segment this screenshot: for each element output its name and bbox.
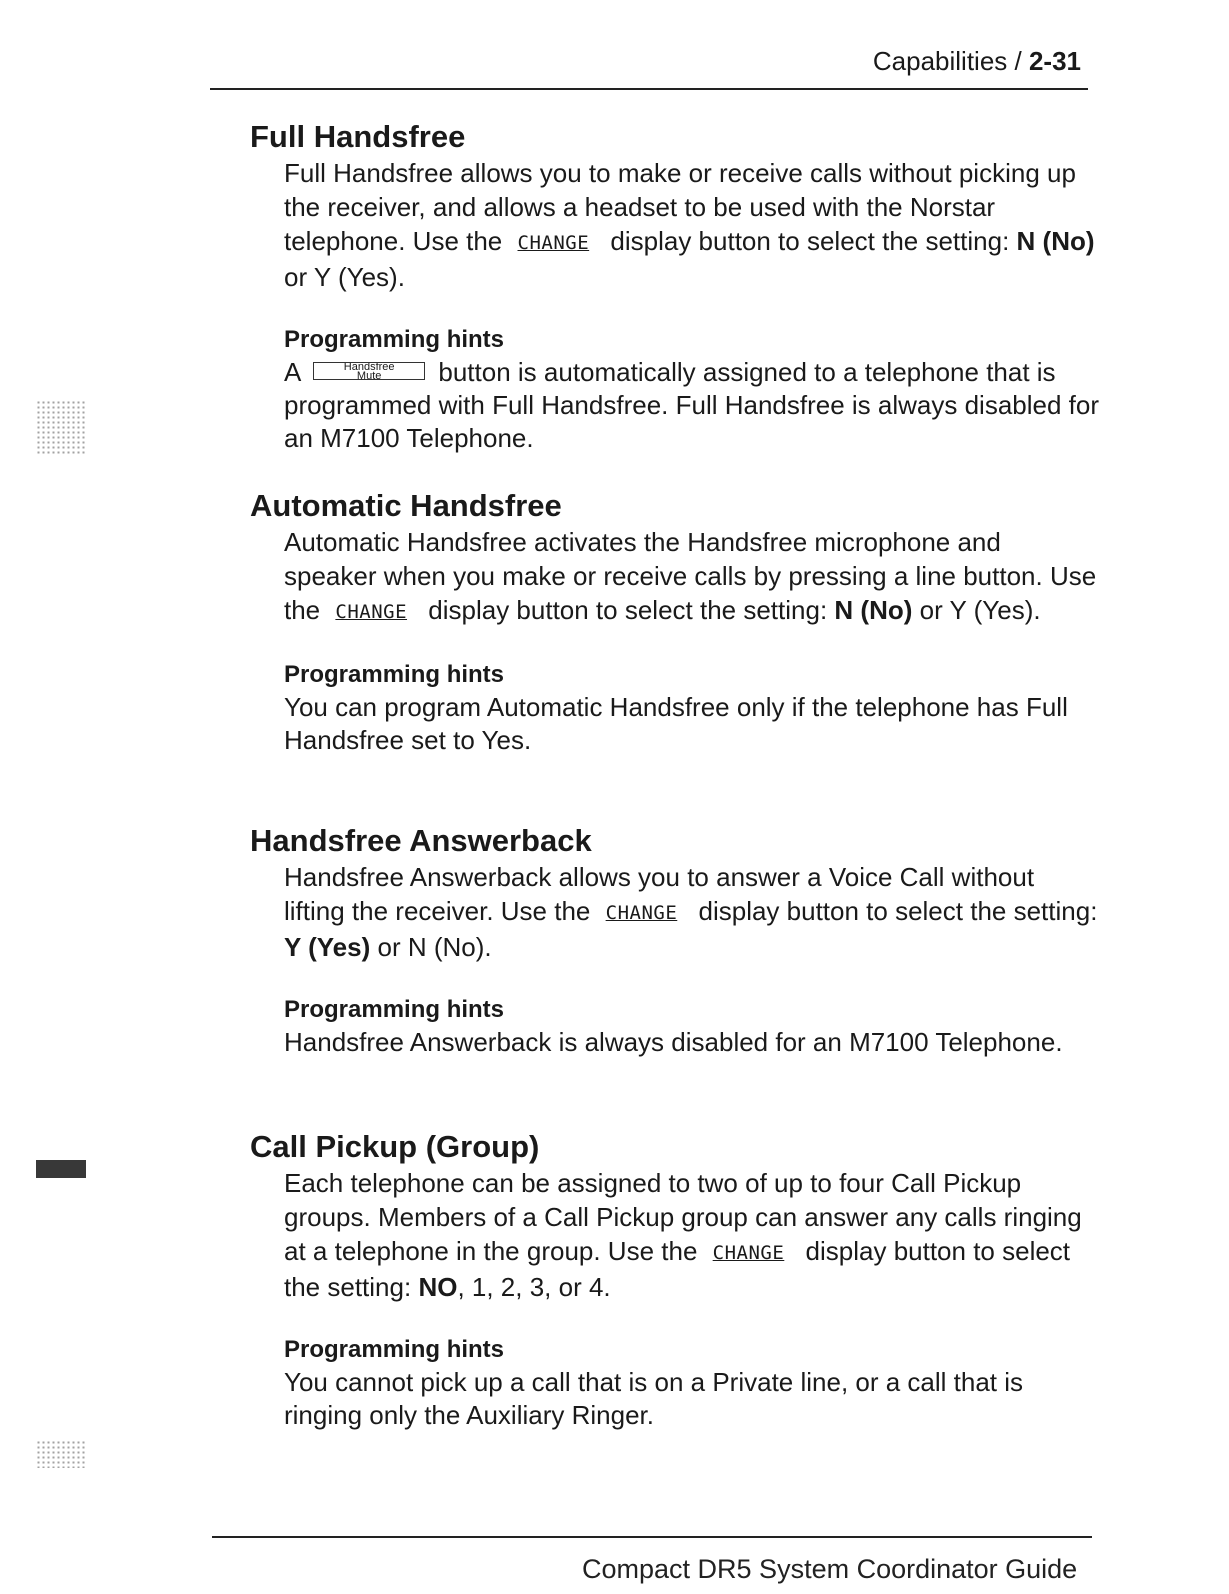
page-number: 2-31: [1028, 46, 1081, 76]
scan-speck: [36, 400, 86, 456]
hints-body: A Handsfree Mute button is automatically assigned to a telephone that is programmed with Full Handsfree. Full Handsfree is always disabled for an M7100 Telephone.: [284, 357, 1100, 453]
section-body: Automatic Handsfree activates the Handsfree microphone and speaker when you make or receive calls by pressing a line button. Use the CHANGE display button to select the setting: N (No) or Y (Yes).: [284, 527, 1097, 625]
hints-title: Programming hints: [284, 326, 505, 353]
section-body: Handsfree Answerback allows you to answer a Voice Call without lifting the receiver. Use the CHANGE display button to select the setting: Y (Yes) or N (No).: [284, 862, 1098, 962]
hints-body: You cannot pick up a call that is on a Private line, or a call that is ringing only the Auxiliary Ringer.: [284, 1367, 1024, 1430]
section-body: Each telephone can be assigned to two of up to four Call Pickup groups. Members of a Call Pickup group can answer any calls ringing at a telephone in the group. Use the CHANGE display button to select the setting: NO, 1, 2, 3, or 4.: [284, 1168, 1082, 1302]
page-footer: Compact DR5 System Coordinator Guide: [582, 1554, 1078, 1584]
default-option: NO: [418, 1272, 458, 1302]
section-title: Call Pickup (Group): [250, 1129, 540, 1164]
default-option: N (No): [1016, 226, 1095, 256]
hints-body: Handsfree Answerback is always disabled for an M7100 Telephone.: [284, 1027, 1063, 1057]
section-title: Handsfree Answerback: [250, 823, 592, 858]
hints-body: You can program Automatic Handsfree only if the telephone has Full Handsfree set to Yes.: [284, 692, 1068, 755]
hints-title: Programming hints: [284, 1336, 505, 1363]
default-option: N (No): [834, 595, 913, 625]
hints-title: Programming hints: [284, 996, 505, 1023]
hints-title: Programming hints: [284, 661, 505, 688]
handsfree-mute-key-icon: Handsfree Mute: [313, 362, 425, 380]
change-display-button: CHANGE: [517, 232, 590, 254]
section-automatic-handsfree: [250, 487, 1100, 757]
change-display-button: CHANGE: [605, 902, 678, 924]
footer-rule: [212, 1536, 1092, 1538]
default-option: Y (Yes): [284, 932, 371, 962]
header-section-label: Capabilities /: [872, 46, 1029, 76]
section-title: Automatic Handsfree: [250, 488, 562, 523]
section-full-handsfree: [250, 118, 1100, 455]
header-rule: [210, 88, 1088, 90]
page-header: [873, 44, 1081, 78]
section-title: Full Handsfree: [250, 119, 466, 154]
scan-blot: [36, 1160, 86, 1178]
change-display-button: CHANGE: [712, 1242, 785, 1264]
section-handsfree-answerback: [250, 822, 1100, 1059]
change-display-button: CHANGE: [335, 601, 408, 623]
section-call-pickup-group: [250, 1128, 1100, 1432]
scan-speck: [36, 1440, 86, 1468]
section-body: Full Handsfree allows you to make or receive calls without picking up the receiver, and allows a headset to be used with the Norstar telephone. Use the CHANGE display button to select the setting: N (No) or Y (Yes).: [284, 158, 1095, 292]
